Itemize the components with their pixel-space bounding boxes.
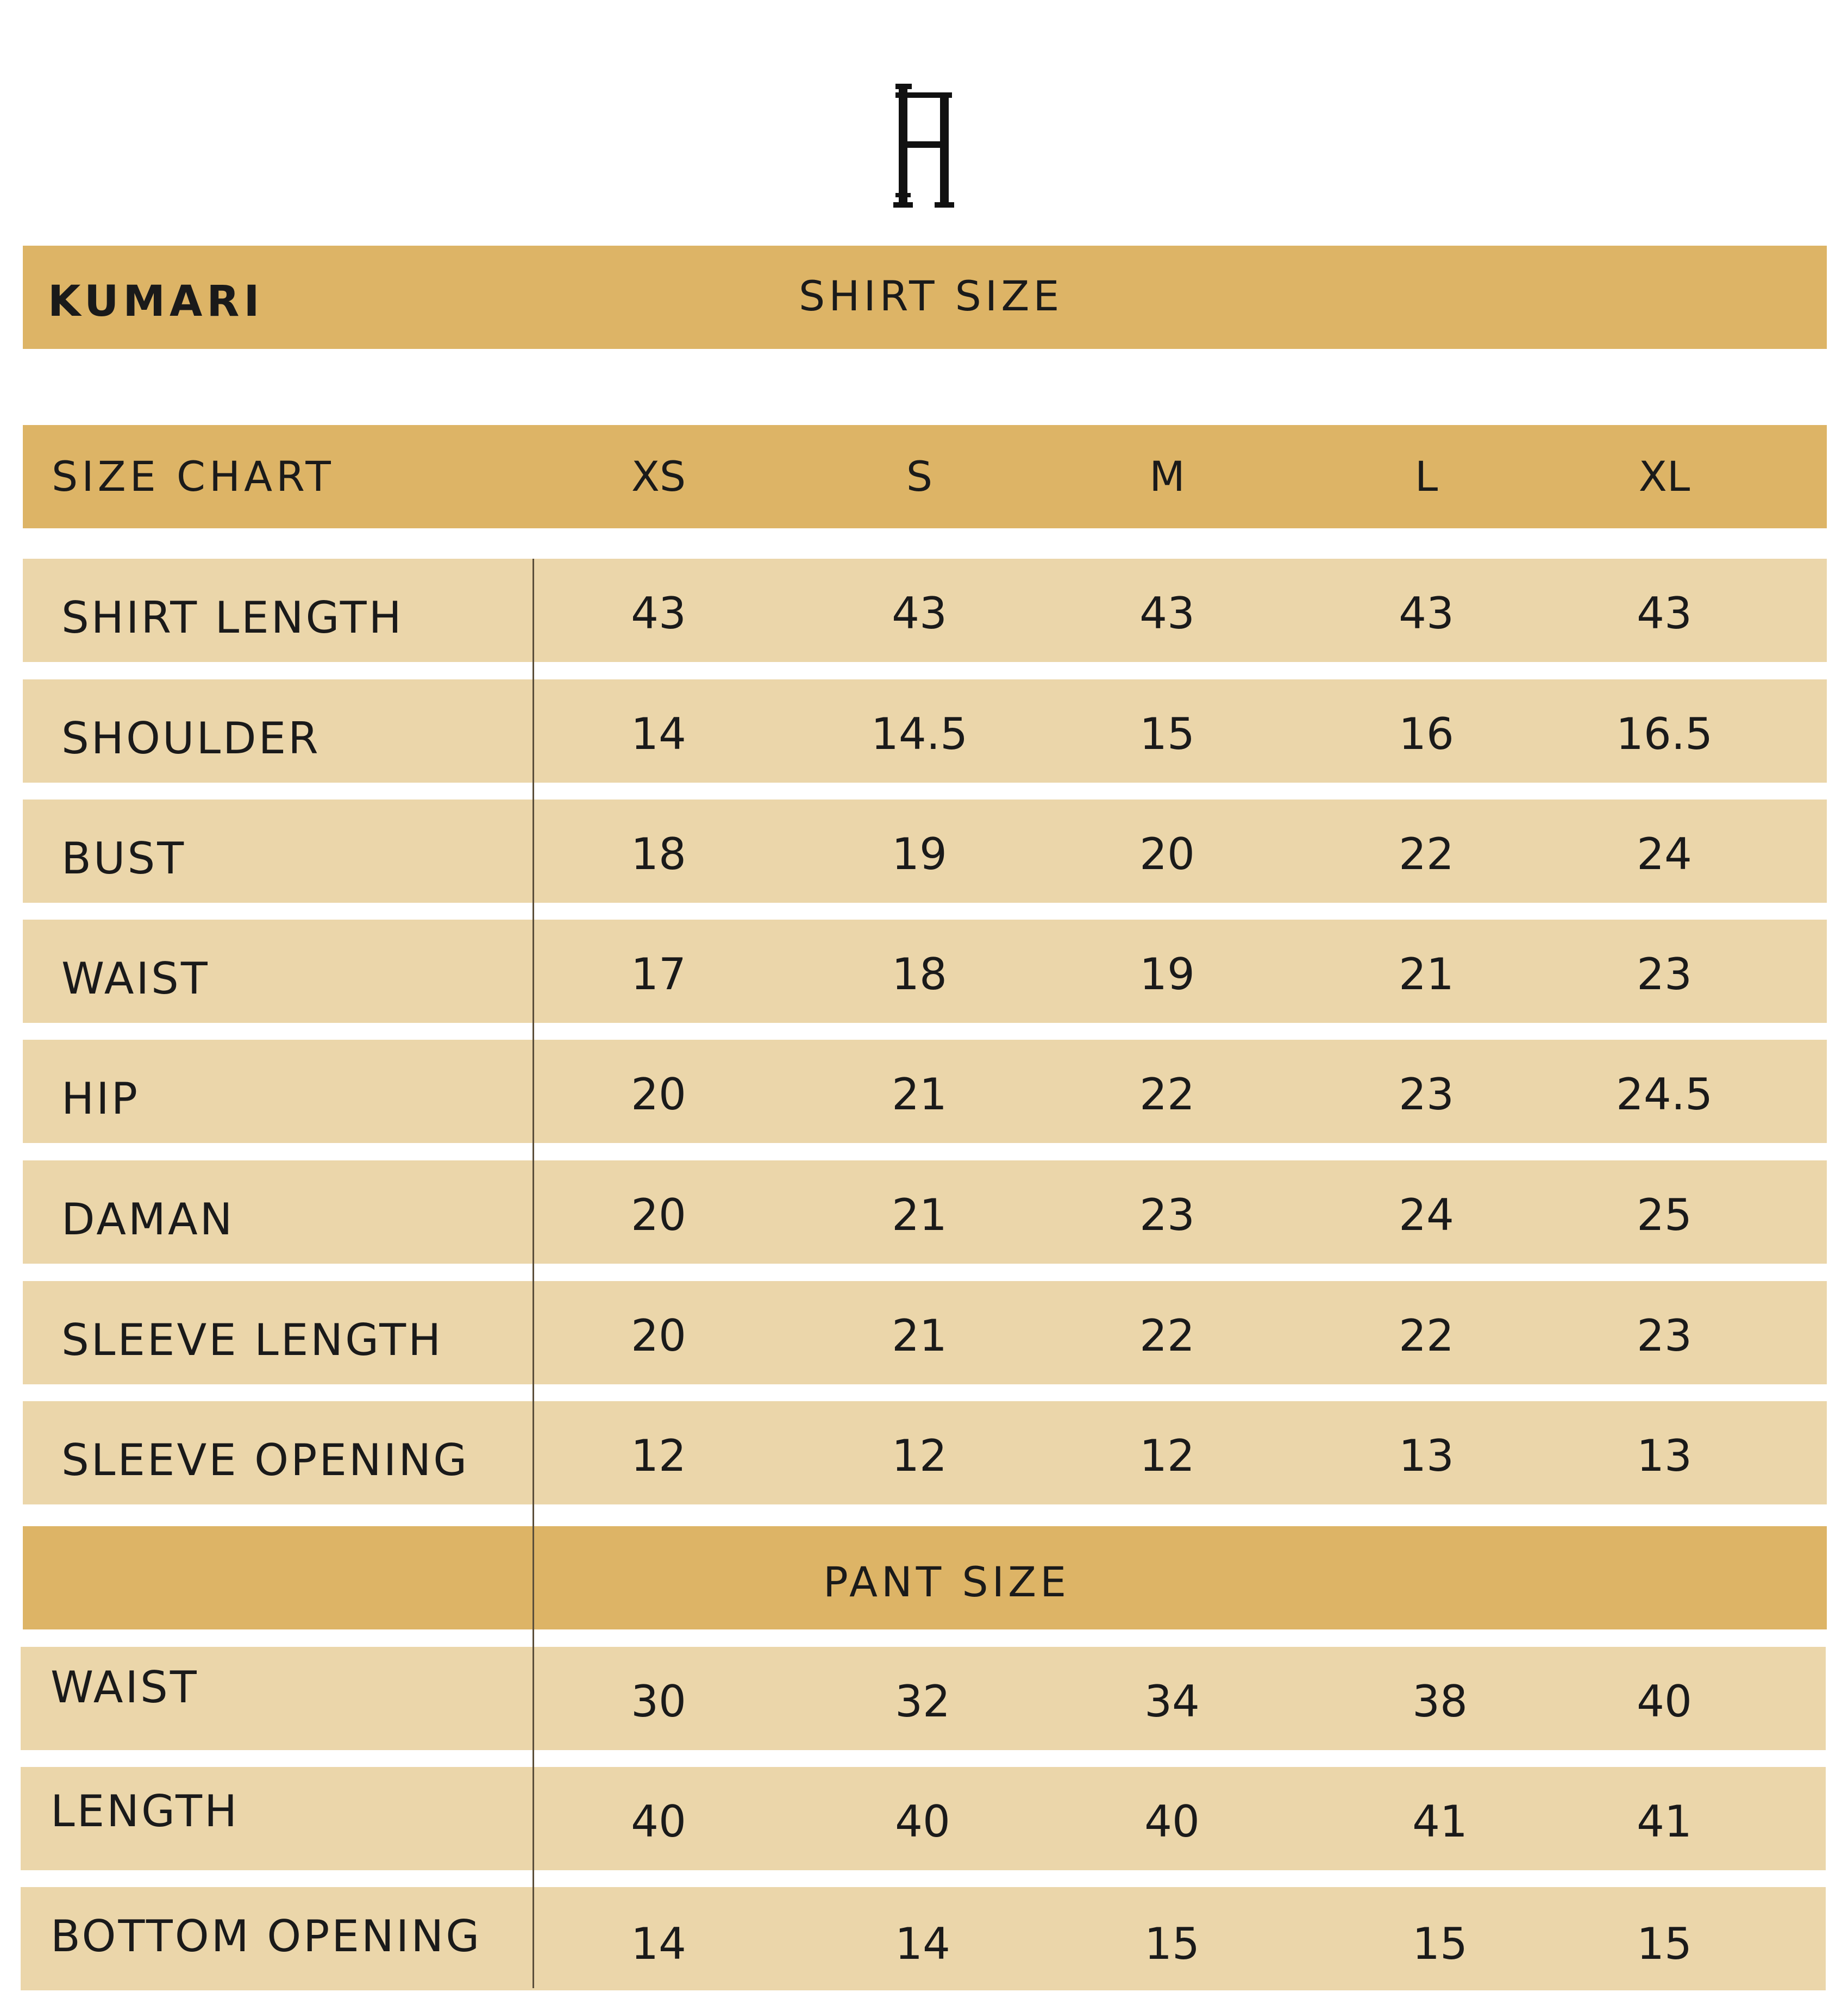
row-label: HIP xyxy=(61,1073,140,1124)
row-value: 40 xyxy=(631,1796,686,1847)
row-value: 43 xyxy=(1399,588,1454,639)
row-label: SLEEVE OPENING xyxy=(61,1435,469,1485)
row-value: 32 xyxy=(895,1676,950,1727)
row-label: SHOULDER xyxy=(61,713,321,764)
row-value: 23 xyxy=(1637,1310,1692,1361)
row-value: 21 xyxy=(892,1190,947,1240)
row-value: 13 xyxy=(1637,1431,1692,1481)
row-value: 18 xyxy=(892,949,947,1000)
product-name: KUMARI xyxy=(48,277,264,326)
row-value: 23 xyxy=(1139,1190,1195,1240)
row-value: 30 xyxy=(631,1676,686,1727)
row-value: 12 xyxy=(631,1431,686,1481)
row-label: WAIST xyxy=(51,1662,199,1713)
row-value: 14 xyxy=(895,1919,950,1969)
row-value: 20 xyxy=(631,1069,686,1120)
row-value: 15 xyxy=(1637,1919,1692,1969)
row-value: 13 xyxy=(1399,1431,1454,1481)
row-label: WAIST xyxy=(61,953,210,1004)
row-label: SHIRT LENGTH xyxy=(61,592,404,643)
row-value: 43 xyxy=(1637,588,1692,639)
row-value: 15 xyxy=(1412,1919,1468,1969)
row-value: 34 xyxy=(1144,1676,1200,1727)
pant-size-title: PANT SIZE xyxy=(823,1558,1070,1606)
row-value: 41 xyxy=(1637,1796,1692,1847)
row-value: 22 xyxy=(1399,1310,1454,1361)
row-value: 40 xyxy=(1144,1796,1200,1847)
row-value: 14 xyxy=(631,1919,686,1969)
row-value: 40 xyxy=(895,1796,950,1847)
shirt-size-title: SHIRT SIZE xyxy=(799,272,1063,320)
row-value: 19 xyxy=(892,829,947,879)
label-column-divider xyxy=(533,559,534,1988)
row-value: 24.5 xyxy=(1615,1069,1713,1120)
size-l: L xyxy=(1414,452,1438,501)
row-value: 24 xyxy=(1399,1190,1454,1240)
row-value: 12 xyxy=(892,1431,947,1481)
row-label: SLEEVE LENGTH xyxy=(61,1315,443,1365)
row-label: LENGTH xyxy=(51,1786,240,1837)
row-value: 23 xyxy=(1399,1069,1454,1120)
row-value: 12 xyxy=(1139,1431,1195,1481)
row-value: 21 xyxy=(892,1310,947,1361)
row-value: 21 xyxy=(892,1069,947,1120)
row-value: 24 xyxy=(1637,829,1692,879)
row-value: 40 xyxy=(1637,1676,1692,1727)
row-value: 17 xyxy=(631,949,686,1000)
row-value: 15 xyxy=(1144,1919,1200,1969)
size-m: M xyxy=(1149,452,1185,501)
row-label: DAMAN xyxy=(61,1194,235,1245)
row-value: 25 xyxy=(1637,1190,1692,1240)
row-label: BUST xyxy=(61,833,186,884)
row-value: 14 xyxy=(631,709,686,759)
row-value: 22 xyxy=(1399,829,1454,879)
row-value: 38 xyxy=(1412,1676,1468,1727)
row-value: 23 xyxy=(1637,949,1692,1000)
row-value: 20 xyxy=(631,1190,686,1240)
row-value: 16 xyxy=(1399,709,1454,759)
brand-monogram-h-icon xyxy=(891,82,956,212)
row-value: 41 xyxy=(1412,1796,1468,1847)
size-xs: XS xyxy=(631,452,686,501)
row-label: BOTTOM OPENING xyxy=(51,1911,482,1962)
row-value: 43 xyxy=(1139,588,1195,639)
row-value: 15 xyxy=(1139,709,1195,759)
row-value: 22 xyxy=(1139,1310,1195,1361)
row-value: 18 xyxy=(631,829,686,879)
size-xl: XL xyxy=(1638,452,1690,501)
row-value: 16.5 xyxy=(1615,709,1713,759)
row-value: 22 xyxy=(1139,1069,1195,1120)
size-s: S xyxy=(906,452,933,501)
size-chart-label: SIZE CHART xyxy=(52,452,335,501)
row-value: 21 xyxy=(1399,949,1454,1000)
row-value: 43 xyxy=(631,588,686,639)
row-value: 20 xyxy=(1139,829,1195,879)
row-value: 14.5 xyxy=(870,709,968,759)
row-value: 43 xyxy=(892,588,947,639)
row-value: 19 xyxy=(1139,949,1195,1000)
row-value: 20 xyxy=(631,1310,686,1361)
